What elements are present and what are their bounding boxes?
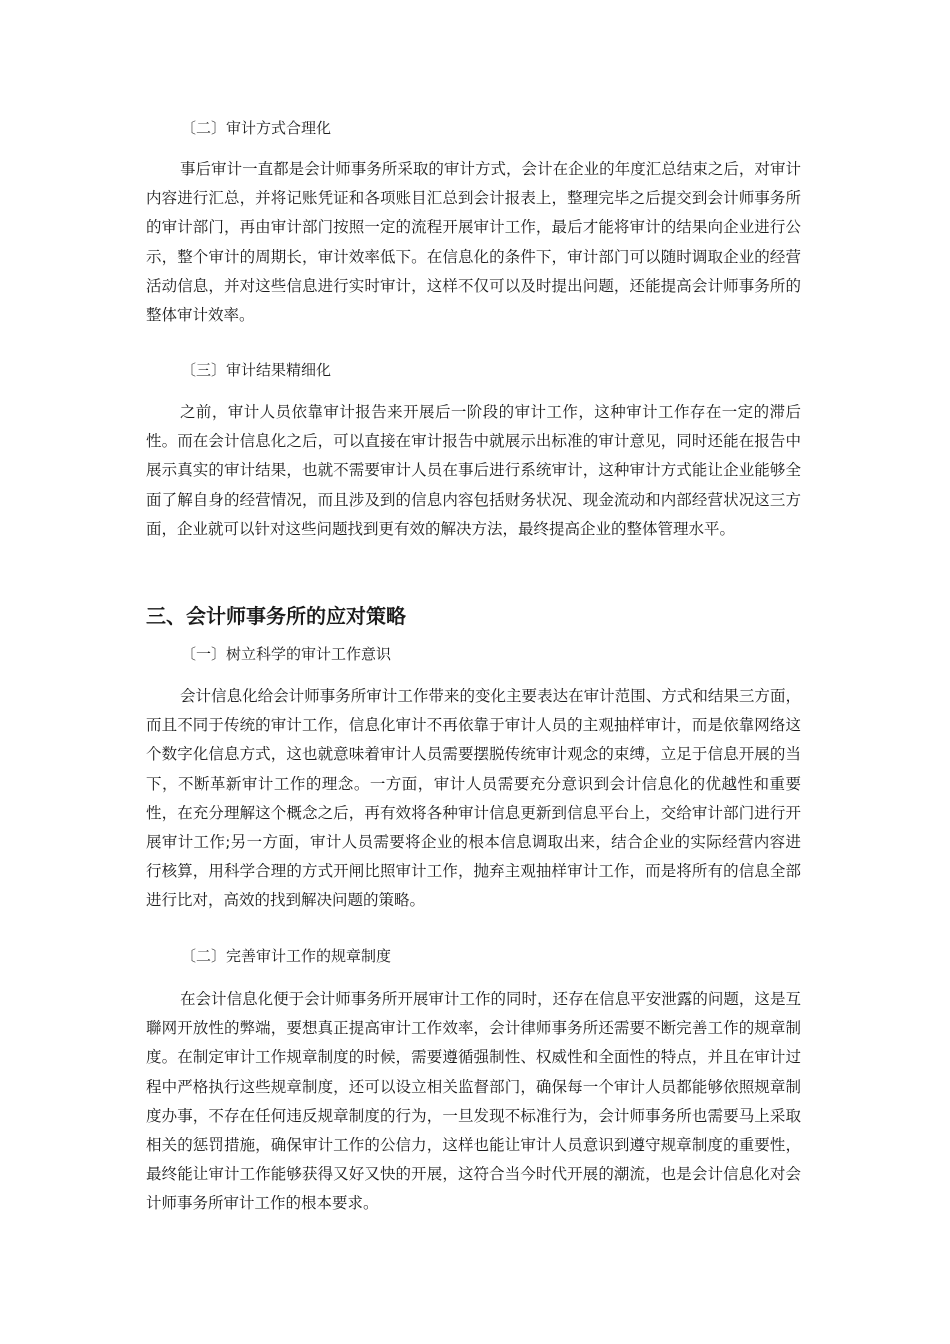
chapter-heading: 三、会计师事务所的应对策略 xyxy=(146,604,406,628)
subheading-audit-result: 〔三〕审计结果精细化 xyxy=(181,361,332,379)
paragraph-audit-result: 之前，审计人员依靠审计报告来开展后一阶段的审计工作，这种审计工作存在一定的滞后性。而在会计信息化之后，可以直接在审计报告中就展示出标准的审计意见，同时还能在报告中展示真实的审计结果，也就不需要审计人员在事后进行系统审计，这种审计方式能让企业能够全面了解自身的经营情况，而且涉及到的信息内容包括财务状况、现金流动和内部经营状况这三方面，企业就可以针对这些问题找到更有效的解决方法，最终提高企业的整体管理水平。 xyxy=(146,403,801,538)
subheading-audit-method: 〔二〕审计方式合理化 xyxy=(181,119,332,137)
paragraph-audit-method: 事后审计一直都是会计师事务所采取的审计方式，会计在企业的年度汇总结束之后，对审计内容进行汇总，并将记账凭证和各项账目汇总到会计报表上，整理完毕之后提交到会计师事务所的审计部门，再由审计部门按照一定的流程开展审计工作，最后才能将审计的结果向企业进行公示，整个审计的周期长，审计效率低下。在信息化的条件下，审计部门可以随时调取企业的经营活动信息，并对这些信息进行实时审计，这样不仅可以及时提出问题，还能提高会计师事务所的整体审计效率。 xyxy=(146,160,801,325)
paragraph-audit-rules: 在会计信息化便于会计师事务所开展审计工作的同时，还存在信息平安泄露的问题，这是互聯网开放性的弊端，要想真正提高审计工作效率，会计律师事务所还需要不断完善工作的规章制度。在制定审计工作规章制度的时候，需要遵循强制性、权威性和全面性的特点，并且在审计过程中严格执行这些规章制度，还可以设立相关监督部门，确保每一个审计人员都能够依照规章制度办事，不存在任何违反规章制度的行为，一旦发现不标准行为，会计师事务所也需要马上采取相关的惩罚措施，确保审计工作的公信力，这样也能让审计人员意识到遵守规章制度的重要性，最终能让审计工作能够获得又好又快的开展，这符合当今时代开展的潮流，也是会计信息化对会计师事务所审计工作的根本要求。 xyxy=(146,990,801,1213)
subheading-audit-awareness: 〔一〕树立科学的审计工作意识 xyxy=(181,645,392,663)
subheading-audit-rules: 〔二〕完善审计工作的规章制度 xyxy=(181,947,392,965)
paragraph-audit-awareness: 会计信息化给会计师事务所审计工作带来的变化主要表达在审计范围、方式和结果三方面，而且不同于传统的审计工作，信息化审计不再依靠于审计人员的主观抽样审计，而是依靠网络这个数字化信息方式，这也就意味着审计人员需要摆脱传统审计观念的束缚，立足于信息开展的当下，不断革新审计工作的理念。一方面，审计人员需要充分意识到会计信息化的优越性和重要性，在充分理解这个概念之后，再有效将各种审计信息更新到信息平台上，交给审计部门进行开展审计工作;另一方面，审计人员需要将企业的根本信息调取出来，结合企业的实际经营内容进行核算，用科学合理的方式开闸比照审计工作，抛弃主观抽样审计工作，而是将所有的信息全部进行比对，高效的找到解决问题的策略。 xyxy=(146,687,801,910)
